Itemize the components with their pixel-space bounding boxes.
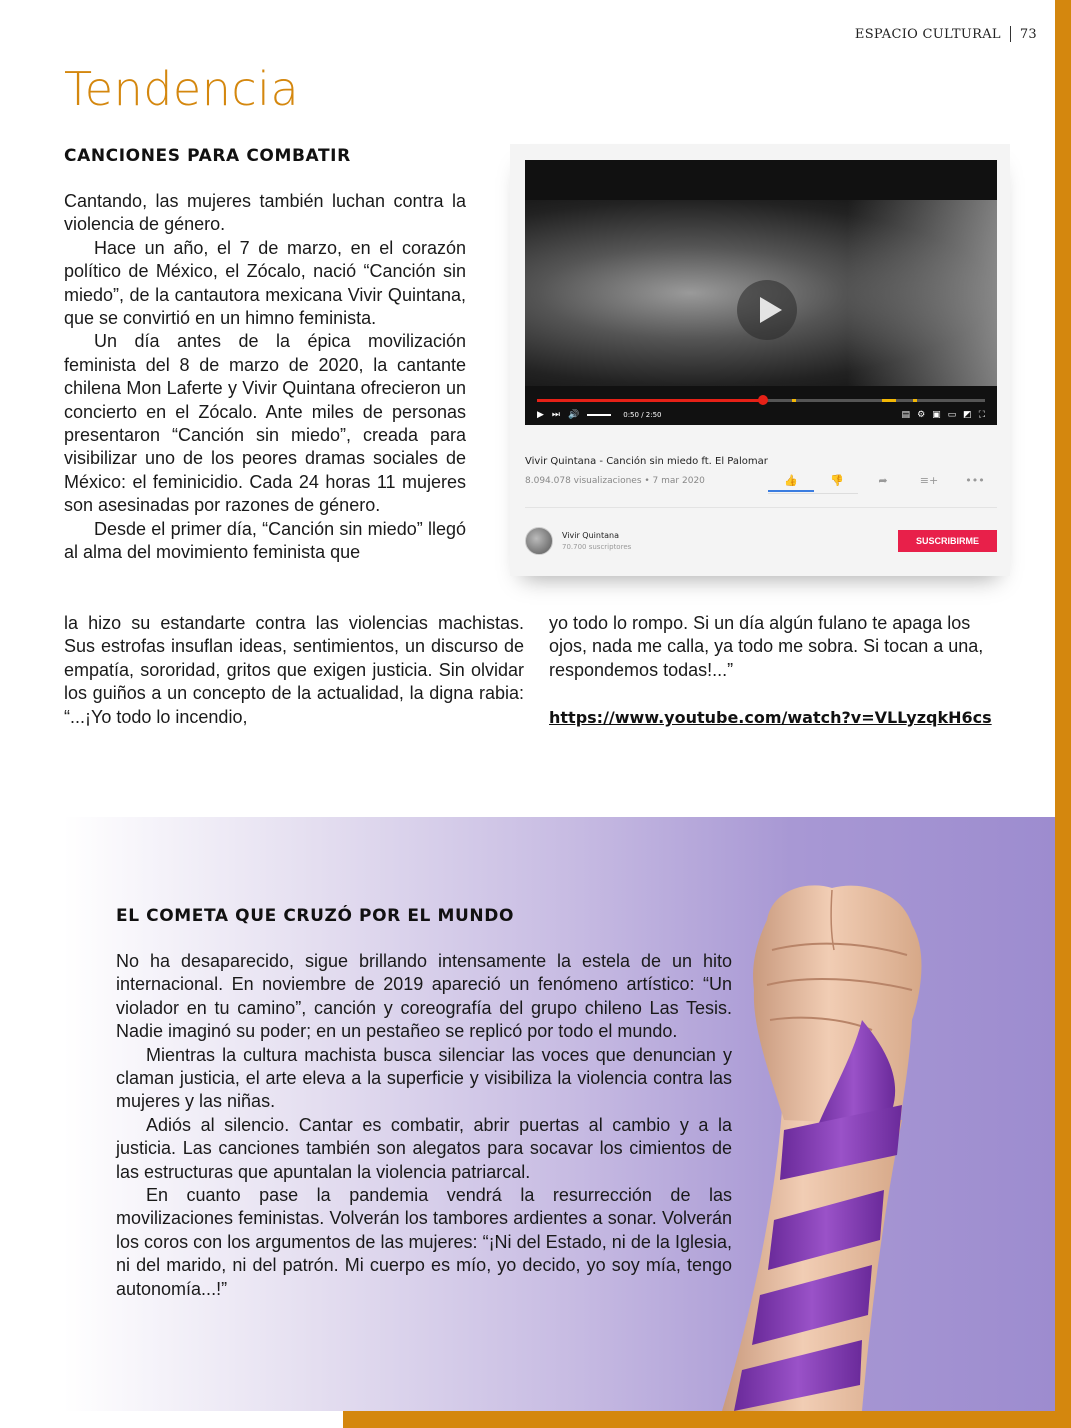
video-player[interactable] [525,160,997,425]
video-card [510,144,1010,576]
player-controls [537,408,985,422]
article1-paragraph: Un día antes de la épica movilización feminista del 8 de marzo de 2020, la cantante chilena Mon Laferte y Vivir Quintana ofrecieron un concierto en el Zócalo. Ante miles de personas presentaron “Canción sin miedo”, creada para visibilizar uno de los peores dramas sociales de México: el feminicidio. Cada 24 horas 11 mujeres son asesinadas por razones de género. [64,331,466,516]
video-stats: 8.094.078 visualizaciones • 7 mar 2020 [525,476,705,486]
article1-paragraph: la hizo su estandarte contra las violencias machistas. Sus estrofas insuflan ideas, sentimientos, un discurso de empatía, sororidad, gritos que exigen justicia. Sin olvidar los guiños a un concepto de la actualidad, la digna rabia: “...¡Yo todo lo incendio, [64,613,524,727]
subtitles-icon[interactable]: ▤ [901,410,911,420]
article2-heading: EL COMETA QUE CRUZÓ POR EL MUNDO [116,906,515,926]
raised-fist-illustration [712,880,942,1411]
article2-paragraph: No ha desaparecido, sigue brillando intensamente la estela de un hito internacional. En noviembre de 2019 apareció un fenómeno artístico: “Un violador en tu camino”, canción y coreografía del grupo chileno Las Tesis. Nadie imaginó su poder; en un pestañeo se replicó por todo el mundo. [116,951,732,1042]
page-number: 73 [1019,26,1037,42]
article1-column-b [549,612,1009,682]
video-title[interactable]: Vivir Quintana - Canción sin miedo ft. El Palomar [525,456,768,467]
header-section: ESPACIO CULTURAL [854,26,1001,42]
orange-edge-bar [1055,0,1071,1428]
volume-icon[interactable]: 🔊 [568,410,580,420]
thumbs-up-icon[interactable]: 👍 [768,474,814,492]
share-icon[interactable]: ➦ [878,474,888,487]
fullscreen-icon[interactable]: ⛶ [978,410,985,420]
chapter-marker [882,399,896,402]
add-to-playlist-icon[interactable]: ≡+ [919,474,939,487]
theater-icon[interactable]: ▭ [947,410,957,420]
header-divider [1010,26,1011,42]
channel-subscribers: 70.700 suscriptores [562,543,632,551]
play-icon[interactable] [737,280,797,340]
thumbs-down-icon[interactable]: 👎 [830,474,844,487]
article1-paragraph: Hace un año, el 7 de marzo, en el corazón político de México, el Zócalo, nació “Canción sin miedo”, de la cantautora mexicana Vivir Quintana, que se convirtió en un himno feminista. [64,237,466,329]
running-header [855,26,1037,42]
article1-paragraph: yo todo lo rompo. Si un día algún fulano te apaga los ojos, nada me calla, ya todo me sobra. Si tocan a una, respondemos todas!...” [549,613,984,680]
video-background [847,200,997,386]
video-actions [768,474,998,492]
channel-name[interactable]: Vivir Quintana [562,531,619,540]
section-title: Tendencia [64,62,300,116]
cast-icon[interactable]: ◩ [963,410,972,420]
video-thumbnail [525,200,997,386]
card-divider [525,507,997,508]
article2-paragraph: Adiós al silencio. Cantar es combatir, abrir puertas al cambio y a la justicia. Las canciones también son alegatos para socavar los cimientos de las estructuras que apuntalan la violencia patriarcal. [116,1114,732,1182]
progress-bar[interactable] [537,399,985,402]
progress-handle[interactable] [758,395,768,405]
article1-column-a-wide [64,612,524,729]
video-time: 0:50 / 2:50 [623,411,662,419]
next-icon[interactable]: ⏭ [551,410,561,420]
article1-column-a [64,190,466,565]
article2-column [116,950,732,1301]
chapter-marker [913,399,917,402]
article1-paragraph: Desde el primer día, “Canción sin miedo” llegó al alma del movimiento feminista que [64,518,466,563]
chapter-marker [792,399,796,402]
article2-paragraph: Mientras la cultura machista busca silenciar las voces que denuncian y claman justicia, el arte eleva a la superficie y visibiliza la violencia contra las mujeres y las niñas. [116,1044,732,1112]
article1-paragraph: Cantando, las mujeres también luchan contra la violencia de género. [64,191,466,235]
miniplayer-icon[interactable]: ▣ [932,410,941,420]
progress-fill [537,399,763,402]
settings-icon[interactable]: ⚙ [917,410,926,420]
more-icon[interactable]: ••• [965,474,985,487]
youtube-link[interactable]: https://www.youtube.com/watch?v=VLLyzqkH6cs [549,708,992,727]
article1-heading: CANCIONES PARA COMBATIR [64,146,351,166]
channel-avatar[interactable] [525,527,553,555]
volume-slider[interactable] [587,414,611,416]
play-control-icon[interactable]: ▶ [537,410,544,420]
subscribe-button[interactable]: SUSCRIBIRME [898,530,997,552]
article2-paragraph: En cuanto pase la pandemia vendrá la resurrección de las movilizaciones feministas. Volverán los tambores ardientes a sonar. Volverán los coros con los argumentos de las mujeres: “¡Ni del Estado, ni de la Iglesia, ni del marido, ni del patrón. Mi cuerpo es mío, yo decido, yo soy mía, tengo autonomía...!” [116,1185,732,1299]
actions-underline [768,493,858,494]
orange-bottom-bar [343,1411,1055,1428]
